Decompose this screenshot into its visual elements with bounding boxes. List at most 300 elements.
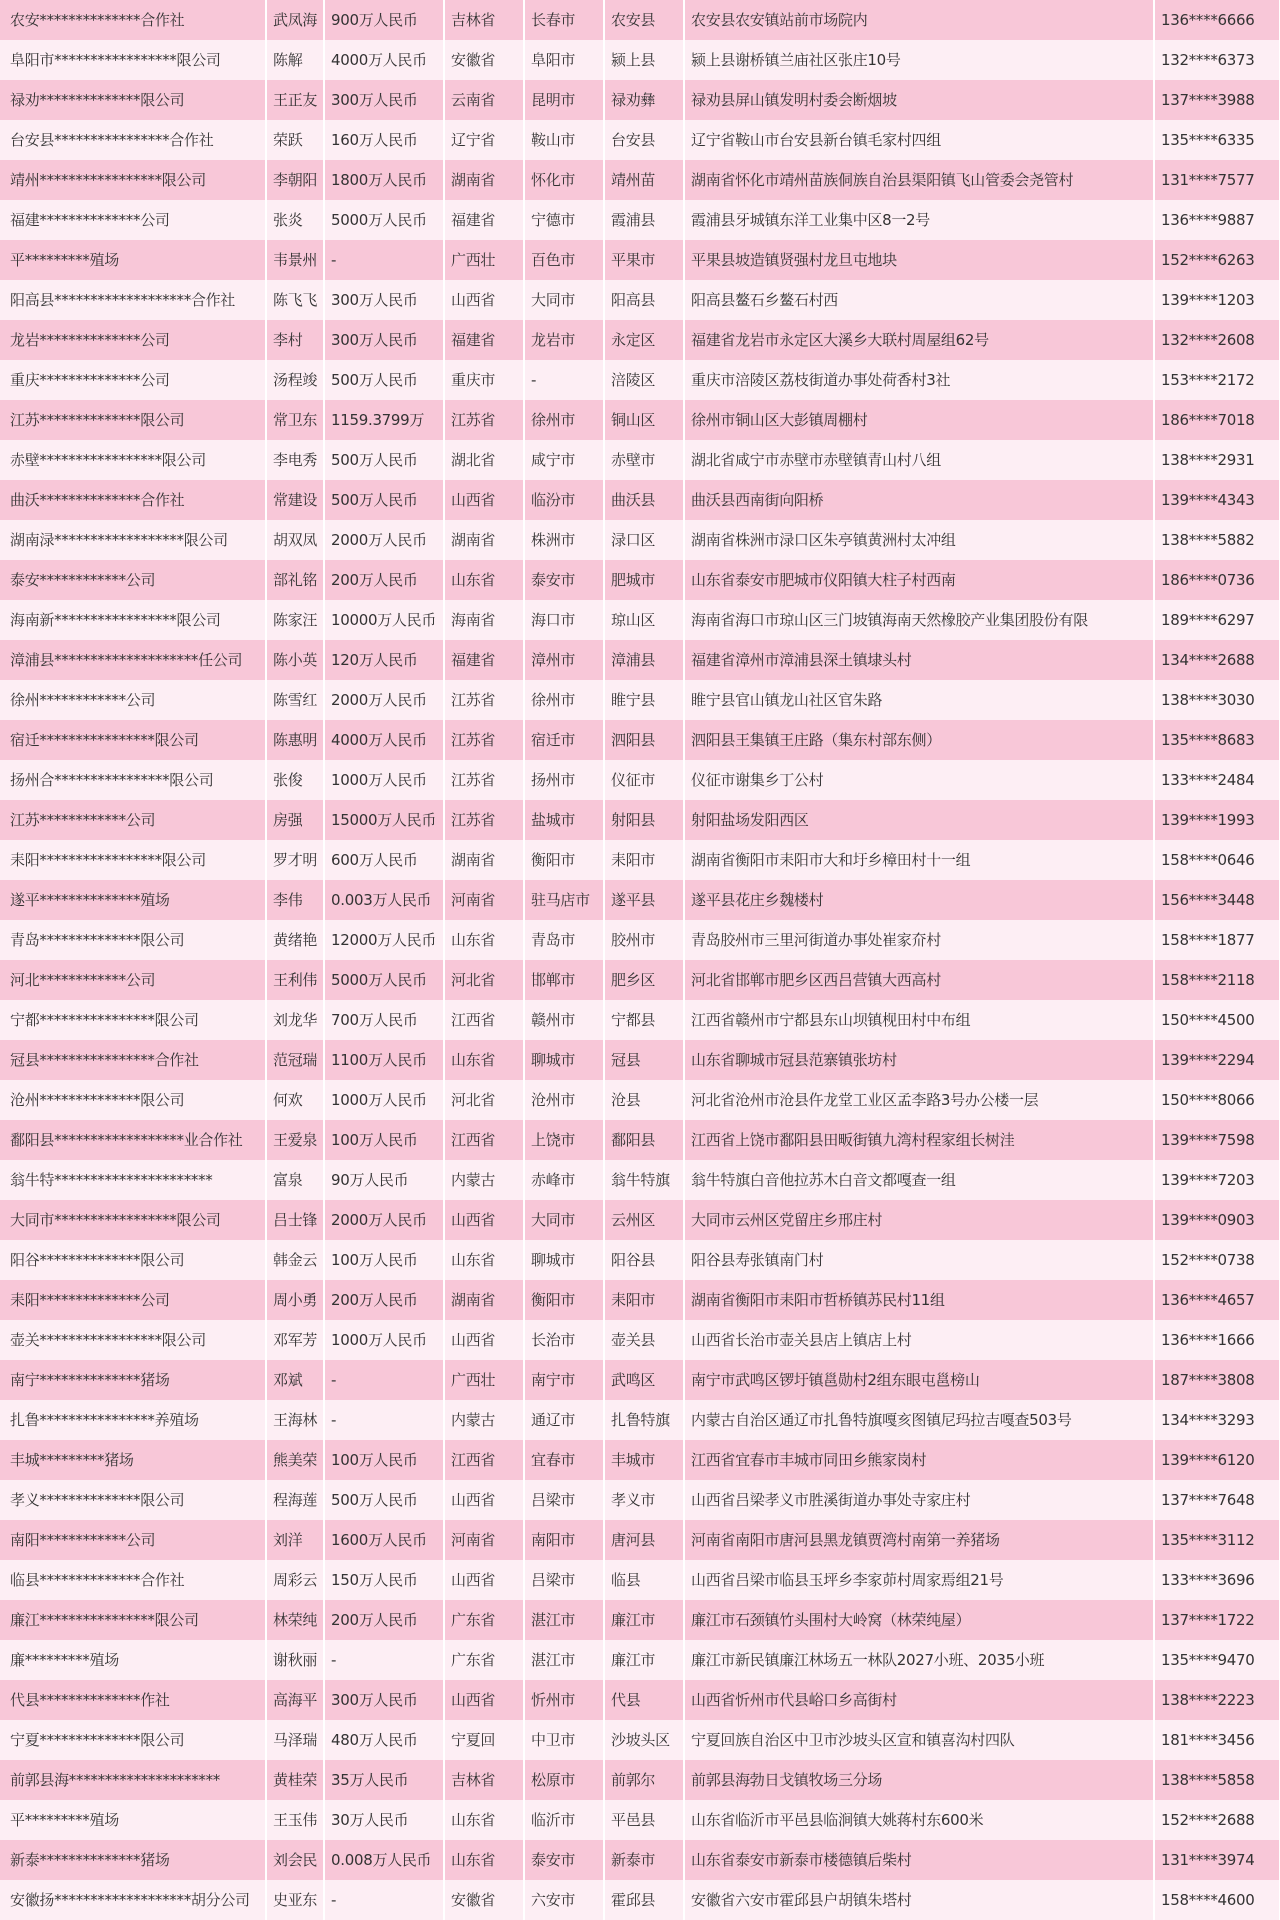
county-cell: 仪征市 bbox=[604, 760, 684, 800]
phone-cell: 186****7018 bbox=[1154, 400, 1280, 440]
phone-cell: 139****2294 bbox=[1154, 1040, 1280, 1080]
phone-cell: 131****7577 bbox=[1154, 160, 1280, 200]
county-cell: 沧县 bbox=[604, 1080, 684, 1120]
phone-cell: 189****6297 bbox=[1154, 600, 1280, 640]
city-cell: 宜春市 bbox=[524, 1440, 604, 1480]
company-name-cell: 孝义**************限公司 bbox=[0, 1480, 266, 1520]
county-cell: 泗阳县 bbox=[604, 720, 684, 760]
city-cell: 南阳市 bbox=[524, 1520, 604, 1560]
registered-capital-cell: 1000万人民币 bbox=[324, 760, 444, 800]
city-cell: 南宁市 bbox=[524, 1360, 604, 1400]
city-cell: 青岛市 bbox=[524, 920, 604, 960]
table-row bbox=[0, 520, 1280, 560]
address-cell: 射阳盐场发阳西区 bbox=[684, 800, 1154, 840]
address-cell: 农安县农安镇站前市场院内 bbox=[684, 0, 1154, 40]
table-row bbox=[0, 400, 1280, 440]
county-cell: 肥乡区 bbox=[604, 960, 684, 1000]
address-cell: 河北省沧州市沧县仵龙堂工业区孟李路3号办公楼一层 bbox=[684, 1080, 1154, 1120]
legal-rep-cell: 邓斌 bbox=[266, 1360, 324, 1400]
company-name-cell: 江苏************公司 bbox=[0, 800, 266, 840]
address-cell: 南宁市武鸣区锣圩镇邕勋村2组东眼屯邕榜山 bbox=[684, 1360, 1154, 1400]
registered-capital-cell: 700万人民币 bbox=[324, 1000, 444, 1040]
county-cell: 鄱阳县 bbox=[604, 1120, 684, 1160]
registered-capital-cell: - bbox=[324, 1400, 444, 1440]
city-cell: 盐城市 bbox=[524, 800, 604, 840]
province-cell: 河南省 bbox=[444, 880, 524, 920]
registered-capital-cell: 2000万人民币 bbox=[324, 680, 444, 720]
phone-cell: 133****2484 bbox=[1154, 760, 1280, 800]
legal-rep-cell: 汤程竣 bbox=[266, 360, 324, 400]
city-cell: 沧州市 bbox=[524, 1080, 604, 1120]
county-cell: 霞浦县 bbox=[604, 200, 684, 240]
city-cell: 吕梁市 bbox=[524, 1480, 604, 1520]
company-name-cell: 耒阳**************公司 bbox=[0, 1280, 266, 1320]
address-cell: 泗阳县王集镇王庄路（集东村部东侧） bbox=[684, 720, 1154, 760]
city-cell: 湛江市 bbox=[524, 1640, 604, 1680]
company-name-cell: 大同市*****************限公司 bbox=[0, 1200, 266, 1240]
registered-capital-cell: 5000万人民币 bbox=[324, 960, 444, 1000]
county-cell: 孝义市 bbox=[604, 1480, 684, 1520]
registered-capital-cell: 1100万人民币 bbox=[324, 1040, 444, 1080]
address-cell: 平果县坡造镇贤强村龙旦屯地块 bbox=[684, 240, 1154, 280]
county-cell: 阳高县 bbox=[604, 280, 684, 320]
phone-cell: 153****2172 bbox=[1154, 360, 1280, 400]
city-cell: 徐州市 bbox=[524, 680, 604, 720]
company-name-cell: 沧州**************限公司 bbox=[0, 1080, 266, 1120]
province-cell: 江苏省 bbox=[444, 720, 524, 760]
county-cell: 唐河县 bbox=[604, 1520, 684, 1560]
phone-cell: 139****0903 bbox=[1154, 1200, 1280, 1240]
county-cell: 扎鲁特旗 bbox=[604, 1400, 684, 1440]
address-cell: 湖南省衡阳市耒阳市大和圩乡樟田村十一组 bbox=[684, 840, 1154, 880]
table-row bbox=[0, 840, 1280, 880]
county-cell: 曲沃县 bbox=[604, 480, 684, 520]
table-row bbox=[0, 880, 1280, 920]
city-cell: - bbox=[524, 360, 604, 400]
phone-cell: 139****1993 bbox=[1154, 800, 1280, 840]
table-row bbox=[0, 200, 1280, 240]
county-cell: 霍邱县 bbox=[604, 1880, 684, 1920]
registered-capital-cell: 500万人民币 bbox=[324, 480, 444, 520]
legal-rep-cell: 熊美荣 bbox=[266, 1440, 324, 1480]
address-cell: 山东省泰安市肥城市仪阳镇大柱子村西南 bbox=[684, 560, 1154, 600]
registered-capital-cell: 200万人民币 bbox=[324, 560, 444, 600]
county-cell: 涪陵区 bbox=[604, 360, 684, 400]
address-cell: 辽宁省鞍山市台安县新台镇毛家村四组 bbox=[684, 120, 1154, 160]
table-row bbox=[0, 360, 1280, 400]
legal-rep-cell: 常卫东 bbox=[266, 400, 324, 440]
address-cell: 山东省聊城市冠县范寨镇张坊村 bbox=[684, 1040, 1154, 1080]
county-cell: 耒阳市 bbox=[604, 840, 684, 880]
registered-capital-cell: 0.003万人民币 bbox=[324, 880, 444, 920]
county-cell: 农安县 bbox=[604, 0, 684, 40]
address-cell: 青岛胶州市三里河街道办事处崔家夼村 bbox=[684, 920, 1154, 960]
registered-capital-cell: 35万人民币 bbox=[324, 1760, 444, 1800]
company-name-cell: 临县**************合作社 bbox=[0, 1560, 266, 1600]
company-name-cell: 阳高县*******************合作社 bbox=[0, 280, 266, 320]
address-cell: 湖北省咸宁市赤壁市赤壁镇青山村八组 bbox=[684, 440, 1154, 480]
city-cell: 咸宁市 bbox=[524, 440, 604, 480]
phone-cell: 132****6373 bbox=[1154, 40, 1280, 80]
registered-capital-cell: 1000万人民币 bbox=[324, 1320, 444, 1360]
address-cell: 湖南省株洲市渌口区朱亭镇黄洲村太冲组 bbox=[684, 520, 1154, 560]
legal-rep-cell: 黄桂荣 bbox=[266, 1760, 324, 1800]
phone-cell: 139****7203 bbox=[1154, 1160, 1280, 1200]
table-row bbox=[0, 1600, 1280, 1640]
table-row bbox=[0, 1480, 1280, 1520]
company-name-cell: 南阳************公司 bbox=[0, 1520, 266, 1560]
phone-cell: 134****3293 bbox=[1154, 1400, 1280, 1440]
company-name-cell: 青岛**************限公司 bbox=[0, 920, 266, 960]
city-cell: 徐州市 bbox=[524, 400, 604, 440]
county-cell: 新泰市 bbox=[604, 1840, 684, 1880]
phone-cell: 138****2931 bbox=[1154, 440, 1280, 480]
county-cell: 丰城市 bbox=[604, 1440, 684, 1480]
company-name-cell: 漳浦县********************任公司 bbox=[0, 640, 266, 680]
table-row bbox=[0, 920, 1280, 960]
address-cell: 福建省龙岩市永定区大溪乡大联村周屋组62号 bbox=[684, 320, 1154, 360]
province-cell: 山东省 bbox=[444, 1800, 524, 1840]
table-row bbox=[0, 1240, 1280, 1280]
city-cell: 临汾市 bbox=[524, 480, 604, 520]
legal-rep-cell: 谢秋丽 bbox=[266, 1640, 324, 1680]
phone-cell: 135****9470 bbox=[1154, 1640, 1280, 1680]
phone-cell: 158****1877 bbox=[1154, 920, 1280, 960]
county-cell: 翁牛特旗 bbox=[604, 1160, 684, 1200]
registered-capital-cell: 2000万人民币 bbox=[324, 1200, 444, 1240]
province-cell: 山西省 bbox=[444, 1680, 524, 1720]
city-cell: 株洲市 bbox=[524, 520, 604, 560]
province-cell: 江西省 bbox=[444, 1120, 524, 1160]
county-cell: 睢宁县 bbox=[604, 680, 684, 720]
company-name-cell: 扎鲁****************养殖场 bbox=[0, 1400, 266, 1440]
city-cell: 通辽市 bbox=[524, 1400, 604, 1440]
province-cell: 山西省 bbox=[444, 1200, 524, 1240]
company-name-cell: 平*********殖场 bbox=[0, 1800, 266, 1840]
city-cell: 海口市 bbox=[524, 600, 604, 640]
registered-capital-cell: 100万人民币 bbox=[324, 1240, 444, 1280]
address-cell: 霞浦县牙城镇东洋工业集中区8一2号 bbox=[684, 200, 1154, 240]
legal-rep-cell: 陈惠明 bbox=[266, 720, 324, 760]
registered-capital-cell: 900万人民币 bbox=[324, 0, 444, 40]
company-name-cell: 冠县****************合作社 bbox=[0, 1040, 266, 1080]
phone-cell: 150****8066 bbox=[1154, 1080, 1280, 1120]
phone-cell: 138****2223 bbox=[1154, 1680, 1280, 1720]
table-row bbox=[0, 320, 1280, 360]
legal-rep-cell: 李电秀 bbox=[266, 440, 324, 480]
company-name-cell: 宿迁****************限公司 bbox=[0, 720, 266, 760]
company-name-cell: 廉*********殖场 bbox=[0, 1640, 266, 1680]
legal-rep-cell: 范冠瑞 bbox=[266, 1040, 324, 1080]
phone-cell: 158****2118 bbox=[1154, 960, 1280, 1000]
table-row bbox=[0, 1320, 1280, 1360]
company-name-cell: 徐州************公司 bbox=[0, 680, 266, 720]
province-cell: 江西省 bbox=[444, 1000, 524, 1040]
province-cell: 宁夏回 bbox=[444, 1720, 524, 1760]
phone-cell: 137****1722 bbox=[1154, 1600, 1280, 1640]
phone-cell: 181****3456 bbox=[1154, 1720, 1280, 1760]
legal-rep-cell: 邓军芳 bbox=[266, 1320, 324, 1360]
registered-capital-cell: 480万人民币 bbox=[324, 1720, 444, 1760]
province-cell: 重庆市 bbox=[444, 360, 524, 400]
legal-rep-cell: 部礼铭 bbox=[266, 560, 324, 600]
phone-cell: 138****5882 bbox=[1154, 520, 1280, 560]
company-name-cell: 靖州*****************限公司 bbox=[0, 160, 266, 200]
legal-rep-cell: 王正友 bbox=[266, 80, 324, 120]
address-cell: 禄劝县屏山镇发明村委会断烟坡 bbox=[684, 80, 1154, 120]
phone-cell: 138****5858 bbox=[1154, 1760, 1280, 1800]
company-name-cell: 台安县****************合作社 bbox=[0, 120, 266, 160]
province-cell: 河北省 bbox=[444, 960, 524, 1000]
legal-rep-cell: 胡双凤 bbox=[266, 520, 324, 560]
registered-capital-cell: 300万人民币 bbox=[324, 80, 444, 120]
legal-rep-cell: 王爱泉 bbox=[266, 1120, 324, 1160]
legal-rep-cell: 韦景州 bbox=[266, 240, 324, 280]
legal-rep-cell: 马泽瑞 bbox=[266, 1720, 324, 1760]
city-cell: 鞍山市 bbox=[524, 120, 604, 160]
legal-rep-cell: 史亚东 bbox=[266, 1880, 324, 1920]
phone-cell: 152****2688 bbox=[1154, 1800, 1280, 1840]
company-name-cell: 廉江****************限公司 bbox=[0, 1600, 266, 1640]
company-name-cell: 泰安************公司 bbox=[0, 560, 266, 600]
registered-capital-cell: 1800万人民币 bbox=[324, 160, 444, 200]
province-cell: 广东省 bbox=[444, 1600, 524, 1640]
company-name-cell: 鄱阳县******************业合作社 bbox=[0, 1120, 266, 1160]
company-name-cell: 前郭县海********************* bbox=[0, 1760, 266, 1800]
address-cell: 山西省吕梁孝义市胜溪街道办事处寺家庄村 bbox=[684, 1480, 1154, 1520]
address-cell: 江西省赣州市宁都县东山坝镇枧田村中布组 bbox=[684, 1000, 1154, 1040]
phone-cell: 136****6666 bbox=[1154, 0, 1280, 40]
company-name-cell: 赤壁*****************限公司 bbox=[0, 440, 266, 480]
county-cell: 台安县 bbox=[604, 120, 684, 160]
table-row bbox=[0, 560, 1280, 600]
table-row bbox=[0, 1360, 1280, 1400]
city-cell: 扬州市 bbox=[524, 760, 604, 800]
legal-rep-cell: 王海林 bbox=[266, 1400, 324, 1440]
legal-rep-cell: 林荣纯 bbox=[266, 1600, 324, 1640]
table-row bbox=[0, 1440, 1280, 1480]
address-cell: 山西省吕梁市临县玉坪乡李家茆村周家焉组21号 bbox=[684, 1560, 1154, 1600]
company-name-cell: 平*********殖场 bbox=[0, 240, 266, 280]
company-name-cell: 湖南渌******************限公司 bbox=[0, 520, 266, 560]
legal-rep-cell: 富泉 bbox=[266, 1160, 324, 1200]
table-row bbox=[0, 1000, 1280, 1040]
city-cell: 上饶市 bbox=[524, 1120, 604, 1160]
county-cell: 渌口区 bbox=[604, 520, 684, 560]
table-row bbox=[0, 280, 1280, 320]
table-row bbox=[0, 1680, 1280, 1720]
registered-capital-cell: 300万人民币 bbox=[324, 280, 444, 320]
company-name-cell: 禄劝**************限公司 bbox=[0, 80, 266, 120]
province-cell: 吉林省 bbox=[444, 1760, 524, 1800]
table-row bbox=[0, 1720, 1280, 1760]
legal-rep-cell: 陈家汪 bbox=[266, 600, 324, 640]
city-cell: 六安市 bbox=[524, 1880, 604, 1920]
province-cell: 山东省 bbox=[444, 1840, 524, 1880]
legal-rep-cell: 何欢 bbox=[266, 1080, 324, 1120]
county-cell: 耒阳市 bbox=[604, 1280, 684, 1320]
registered-capital-cell: 500万人民币 bbox=[324, 1480, 444, 1520]
table-row bbox=[0, 720, 1280, 760]
phone-cell: 137****3988 bbox=[1154, 80, 1280, 120]
province-cell: 湖南省 bbox=[444, 840, 524, 880]
company-name-cell: 遂平**************殖场 bbox=[0, 880, 266, 920]
province-cell: 湖南省 bbox=[444, 520, 524, 560]
address-cell: 江西省上饶市鄱阳县田畈街镇九湾村程家组长树洼 bbox=[684, 1120, 1154, 1160]
legal-rep-cell: 吕士锋 bbox=[266, 1200, 324, 1240]
company-name-cell: 南宁**************猪场 bbox=[0, 1360, 266, 1400]
company-name-cell: 福建**************公司 bbox=[0, 200, 266, 240]
legal-rep-cell: 陈雪红 bbox=[266, 680, 324, 720]
registered-capital-cell: 30万人民币 bbox=[324, 1800, 444, 1840]
legal-rep-cell: 张俊 bbox=[266, 760, 324, 800]
table-row bbox=[0, 1280, 1280, 1320]
city-cell: 大同市 bbox=[524, 1200, 604, 1240]
legal-rep-cell: 陈解 bbox=[266, 40, 324, 80]
legal-rep-cell: 房强 bbox=[266, 800, 324, 840]
company-name-cell: 江苏**************限公司 bbox=[0, 400, 266, 440]
city-cell: 泰安市 bbox=[524, 1840, 604, 1880]
county-cell: 靖州苗 bbox=[604, 160, 684, 200]
province-cell: 江苏省 bbox=[444, 400, 524, 440]
province-cell: 河北省 bbox=[444, 1080, 524, 1120]
province-cell: 山西省 bbox=[444, 480, 524, 520]
table-row bbox=[0, 1160, 1280, 1200]
registered-capital-cell: 300万人民币 bbox=[324, 320, 444, 360]
address-cell: 徐州市铜山区大彭镇周棚村 bbox=[684, 400, 1154, 440]
address-cell: 睢宁县官山镇龙山社区官朱路 bbox=[684, 680, 1154, 720]
table-row bbox=[0, 1080, 1280, 1120]
address-cell: 湖南省衡阳市耒阳市哲桥镇苏民村11组 bbox=[684, 1280, 1154, 1320]
province-cell: 辽宁省 bbox=[444, 120, 524, 160]
province-cell: 内蒙古 bbox=[444, 1160, 524, 1200]
county-cell: 禄劝彝 bbox=[604, 80, 684, 120]
registered-capital-cell: 1159.3799万 bbox=[324, 400, 444, 440]
table-row bbox=[0, 40, 1280, 80]
province-cell: 海南省 bbox=[444, 600, 524, 640]
city-cell: 宿迁市 bbox=[524, 720, 604, 760]
legal-rep-cell: 李朝阳 bbox=[266, 160, 324, 200]
table-row bbox=[0, 1880, 1280, 1920]
registered-capital-cell: 600万人民币 bbox=[324, 840, 444, 880]
legal-rep-cell: 刘洋 bbox=[266, 1520, 324, 1560]
province-cell: 广西壮 bbox=[444, 1360, 524, 1400]
legal-rep-cell: 常建设 bbox=[266, 480, 324, 520]
city-cell: 吕梁市 bbox=[524, 1560, 604, 1600]
address-cell: 阳高县鳌石乡鳌石村西 bbox=[684, 280, 1154, 320]
city-cell: 漳州市 bbox=[524, 640, 604, 680]
registered-capital-cell: 100万人民币 bbox=[324, 1440, 444, 1480]
legal-rep-cell: 程海莲 bbox=[266, 1480, 324, 1520]
company-name-cell: 河北************公司 bbox=[0, 960, 266, 1000]
table-row bbox=[0, 480, 1280, 520]
province-cell: 山西省 bbox=[444, 1560, 524, 1600]
city-cell: 湛江市 bbox=[524, 1600, 604, 1640]
legal-rep-cell: 陈飞飞 bbox=[266, 280, 324, 320]
registered-capital-cell: 1600万人民币 bbox=[324, 1520, 444, 1560]
city-cell: 龙岩市 bbox=[524, 320, 604, 360]
province-cell: 江西省 bbox=[444, 1440, 524, 1480]
county-cell: 平邑县 bbox=[604, 1800, 684, 1840]
phone-cell: 139****6120 bbox=[1154, 1440, 1280, 1480]
province-cell: 云南省 bbox=[444, 80, 524, 120]
city-cell: 中卫市 bbox=[524, 1720, 604, 1760]
address-cell: 廉江市石颈镇竹头围村大岭窝（林荣纯屋） bbox=[684, 1600, 1154, 1640]
company-name-cell: 新泰**************猪场 bbox=[0, 1840, 266, 1880]
province-cell: 山西省 bbox=[444, 1320, 524, 1360]
table-row bbox=[0, 1800, 1280, 1840]
table-row bbox=[0, 160, 1280, 200]
phone-cell: 139****4343 bbox=[1154, 480, 1280, 520]
legal-rep-cell: 李伟 bbox=[266, 880, 324, 920]
county-cell: 临县 bbox=[604, 1560, 684, 1600]
phone-cell: 133****3696 bbox=[1154, 1560, 1280, 1600]
address-cell: 遂平县花庄乡魏楼村 bbox=[684, 880, 1154, 920]
city-cell: 阜阳市 bbox=[524, 40, 604, 80]
table-row bbox=[0, 1840, 1280, 1880]
county-cell: 代县 bbox=[604, 1680, 684, 1720]
address-cell: 仪征市谢集乡丁公村 bbox=[684, 760, 1154, 800]
city-cell: 长春市 bbox=[524, 0, 604, 40]
address-cell: 安徽省六安市霍邱县户胡镇朱塔村 bbox=[684, 1880, 1154, 1920]
city-cell: 百色市 bbox=[524, 240, 604, 280]
city-cell: 聊城市 bbox=[524, 1040, 604, 1080]
county-cell: 冠县 bbox=[604, 1040, 684, 1080]
company-name-cell: 龙岩**************公司 bbox=[0, 320, 266, 360]
address-cell: 河南省南阳市唐河县黑龙镇贾湾村南第一养猪场 bbox=[684, 1520, 1154, 1560]
city-cell: 衡阳市 bbox=[524, 840, 604, 880]
province-cell: 福建省 bbox=[444, 320, 524, 360]
county-cell: 前郭尔 bbox=[604, 1760, 684, 1800]
table-row bbox=[0, 240, 1280, 280]
county-cell: 云州区 bbox=[604, 1200, 684, 1240]
province-cell: 福建省 bbox=[444, 200, 524, 240]
province-cell: 山东省 bbox=[444, 560, 524, 600]
county-cell: 胶州市 bbox=[604, 920, 684, 960]
company-name-cell: 丰城*********猪场 bbox=[0, 1440, 266, 1480]
phone-cell: 136****9887 bbox=[1154, 200, 1280, 240]
company-name-cell: 重庆**************公司 bbox=[0, 360, 266, 400]
phone-cell: 150****4500 bbox=[1154, 1000, 1280, 1040]
phone-cell: 158****0646 bbox=[1154, 840, 1280, 880]
address-cell: 阳谷县寿张镇南门村 bbox=[684, 1240, 1154, 1280]
phone-cell: 134****2688 bbox=[1154, 640, 1280, 680]
county-cell: 武鸣区 bbox=[604, 1360, 684, 1400]
province-cell: 山西省 bbox=[444, 280, 524, 320]
city-cell: 泰安市 bbox=[524, 560, 604, 600]
address-cell: 山西省长治市壶关县店上镇店上村 bbox=[684, 1320, 1154, 1360]
phone-cell: 132****2608 bbox=[1154, 320, 1280, 360]
registered-capital-cell: 5000万人民币 bbox=[324, 200, 444, 240]
table-row bbox=[0, 1640, 1280, 1680]
province-cell: 山西省 bbox=[444, 1480, 524, 1520]
province-cell: 河南省 bbox=[444, 1520, 524, 1560]
company-name-cell: 耒阳*****************限公司 bbox=[0, 840, 266, 880]
phone-cell: 137****7648 bbox=[1154, 1480, 1280, 1520]
province-cell: 江苏省 bbox=[444, 680, 524, 720]
legal-rep-cell: 武凤海 bbox=[266, 0, 324, 40]
phone-cell: 152****0738 bbox=[1154, 1240, 1280, 1280]
county-cell: 遂平县 bbox=[604, 880, 684, 920]
company-name-cell: 农安**************合作社 bbox=[0, 0, 266, 40]
registered-capital-cell: - bbox=[324, 1360, 444, 1400]
company-name-cell: 阳谷**************限公司 bbox=[0, 1240, 266, 1280]
county-cell: 廉江市 bbox=[604, 1600, 684, 1640]
phone-cell: 135****6335 bbox=[1154, 120, 1280, 160]
registered-capital-cell: 500万人民币 bbox=[324, 440, 444, 480]
registered-capital-cell: 120万人民币 bbox=[324, 640, 444, 680]
company-name-cell: 安徽扬*******************胡分公司 bbox=[0, 1880, 266, 1920]
